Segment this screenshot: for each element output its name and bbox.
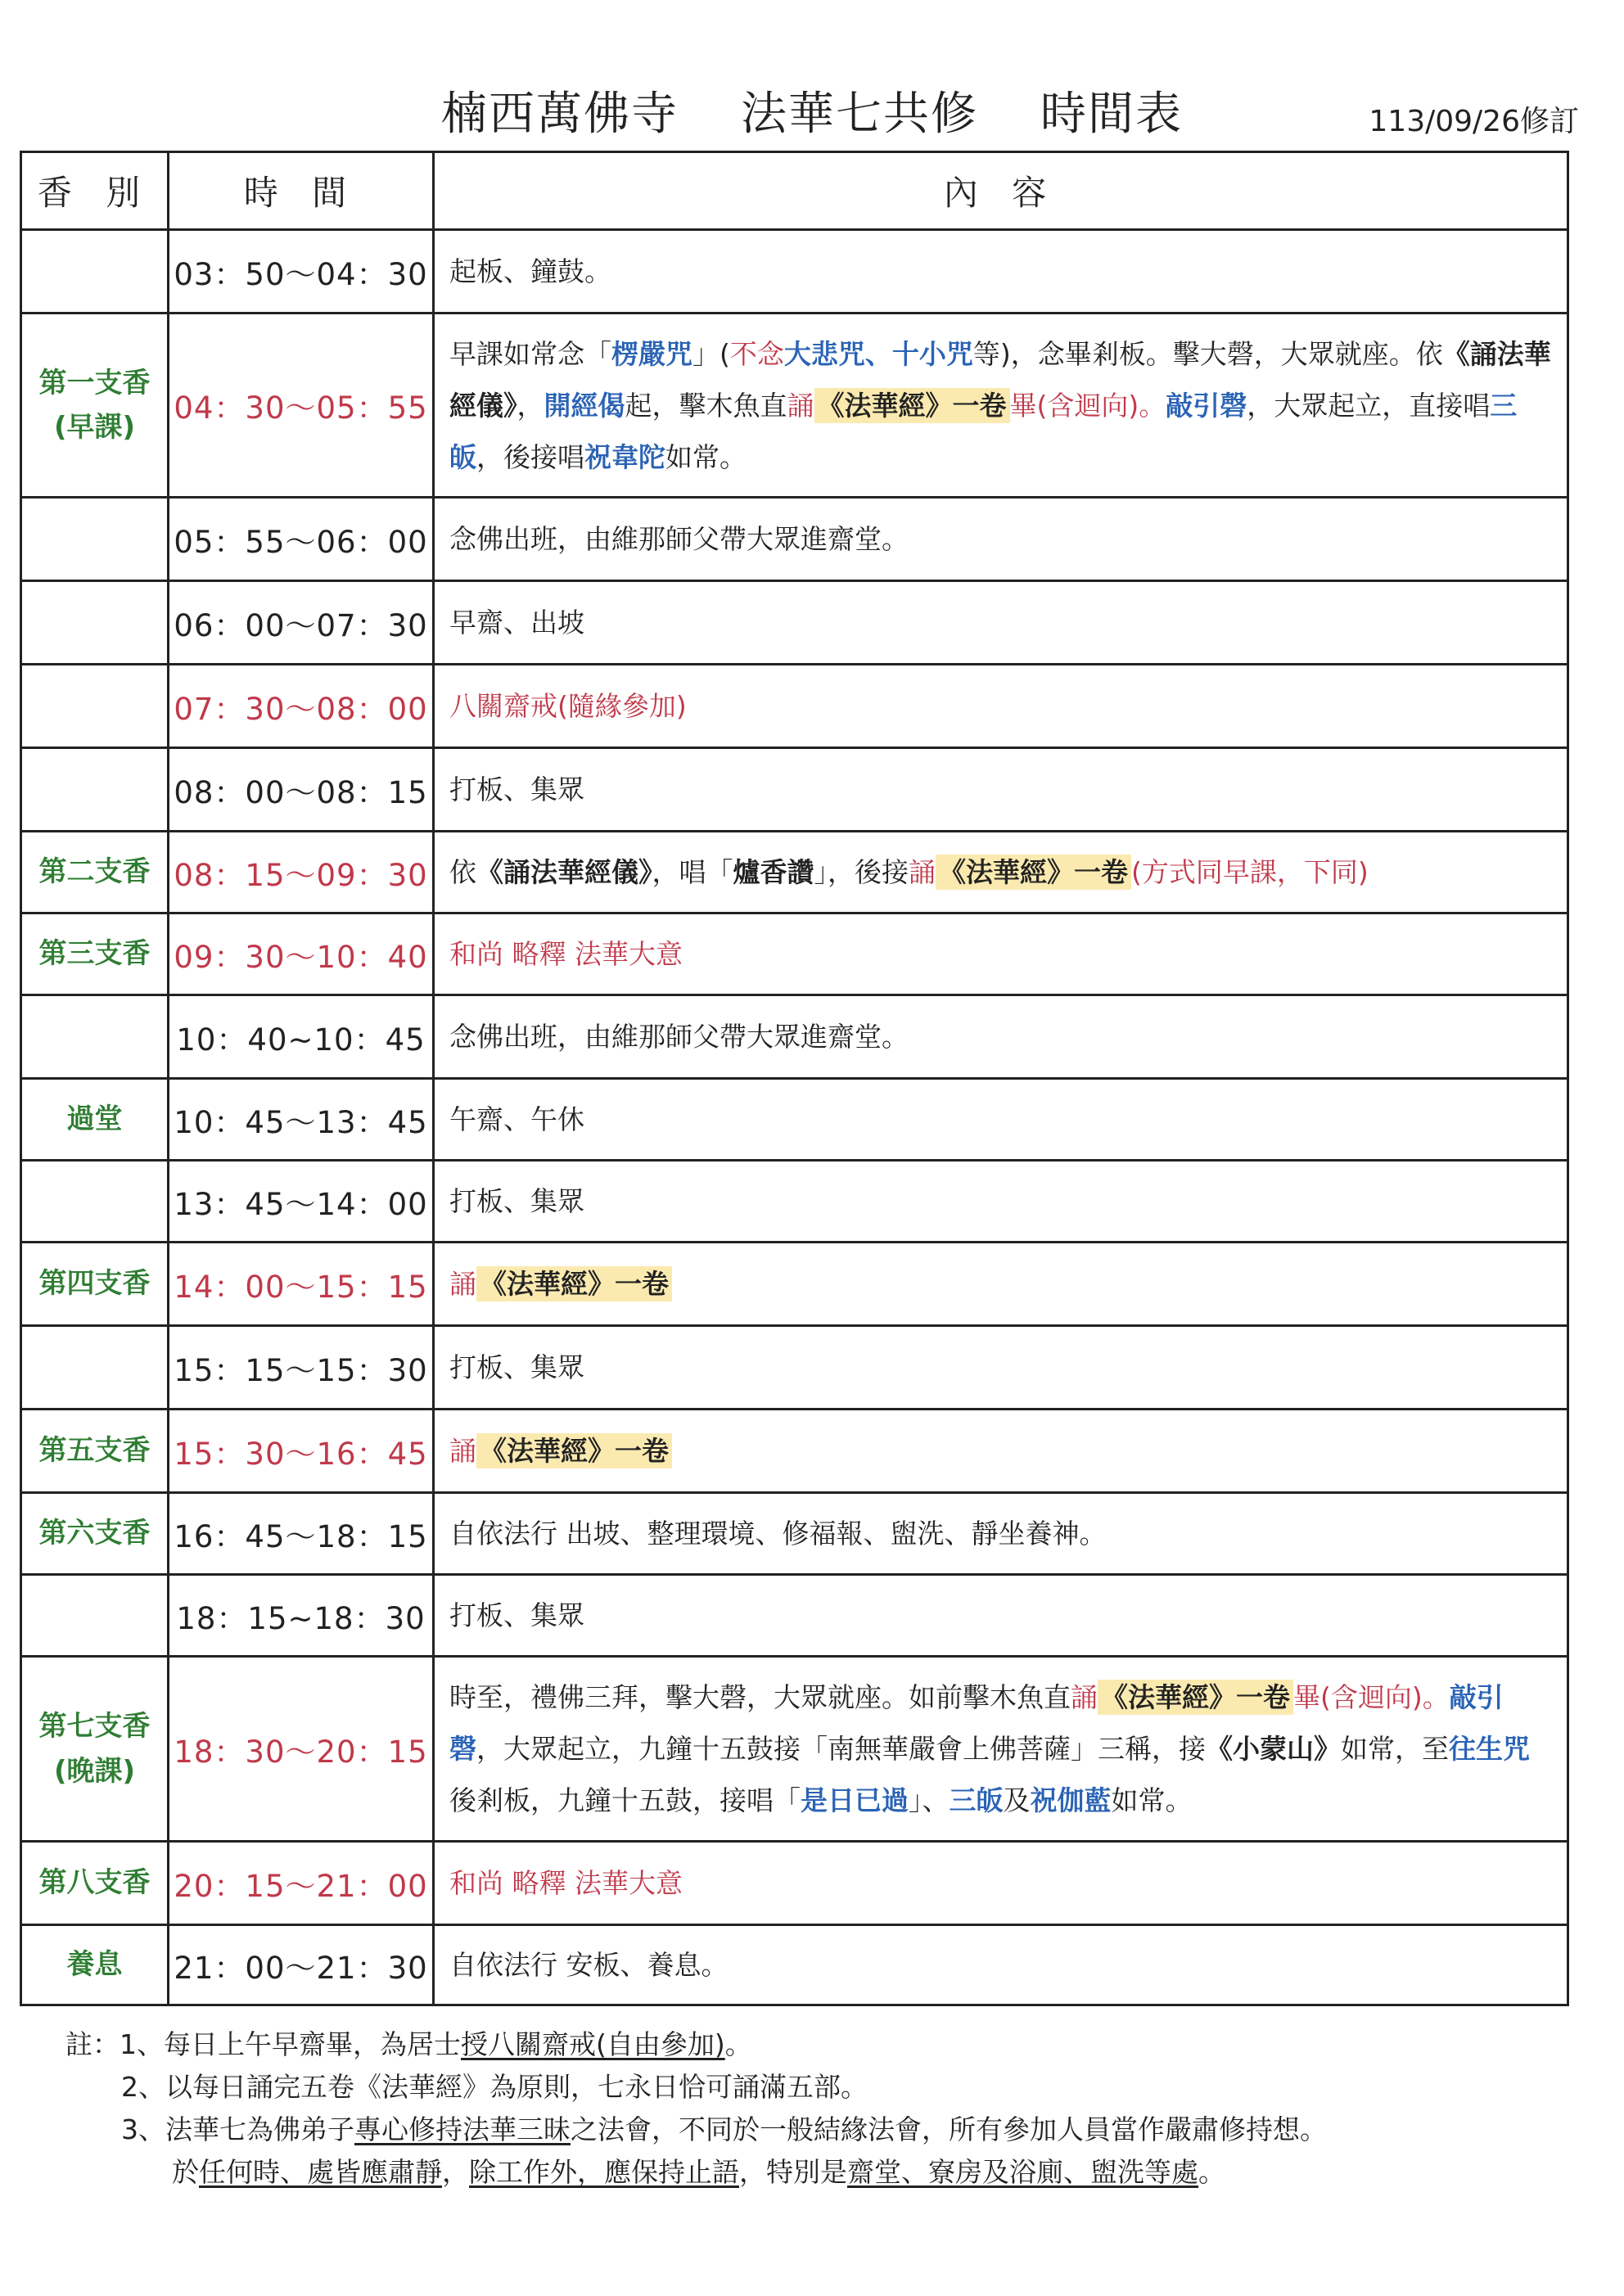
content-cell [434,1410,1568,1493]
note-text: 於 [172,2156,199,2188]
revision-date: 113/09/26修訂 [1369,105,1579,138]
category-cell: 過堂 [21,1079,169,1161]
category-cell [21,1161,169,1243]
table-row [21,748,1568,832]
category-cell [21,1326,169,1410]
note-underlined: 除工作外，應保持止語 [469,2156,739,2188]
text-segment: 畢(含迴向)。 [1293,1681,1450,1713]
time-cell: 15：15～15：30 [169,1326,434,1410]
text-segment: 開經偈 [544,389,625,422]
time-cell: 15：30～16：45 [169,1410,434,1493]
category-cell: 第八支香 [21,1842,169,1925]
text-segment: 畢(含迴向)。 [1009,389,1166,422]
text-segment: ，大眾 [1247,389,1329,422]
category-cell [21,1657,169,1842]
header-time: 時 間 [169,152,434,230]
text-segment: 依 [449,856,476,888]
content-cell: 和尚 略釋 法華大意 [434,913,1568,995]
text-segment: 《小蒙山》 [1206,1733,1341,1765]
event-name: 法華七共修 [741,88,978,141]
text-segment: 誦 [909,856,936,888]
text-segment: 早課如常念「 [449,337,611,370]
text-segment: 」，後接 [814,856,909,888]
category-label: 第一支香 [38,366,151,399]
header-content: 內 容 [434,152,1568,230]
text-segment: 起立，直接唱 [1328,389,1491,422]
content-cell [434,832,1568,913]
category-cell [21,748,169,832]
content-cell: 打板、集眾 [434,1326,1568,1410]
content-cell: 八關齋戒(隨緣參加) [434,665,1568,748]
content-cell: 打板、集眾 [434,1575,1568,1657]
table-row [21,1925,1568,2005]
time-cell: 08：00～08：15 [169,748,434,832]
text-segment: 爐香讚 [733,856,814,888]
content-cell: 念佛出班，由維那師父帶大眾進齋堂。 [434,995,1568,1079]
text-segment: 三皈 [449,389,1518,473]
time-cell: 03：50～04：30 [169,230,434,314]
note-text: 之法會，不同於一般結緣法會，所有參加人員當作嚴肅修持想。 [571,2113,1327,2145]
time-cell: 18：15~18：30 [169,1575,434,1657]
table-row [21,913,1568,995]
text-segment: 不念 [729,337,784,370]
highlight-segment: 《法華經》一卷 [476,1266,672,1301]
note-text: 3、法華七為佛弟子 [121,2113,354,2145]
table-row [21,1493,1568,1575]
table-header-row [21,152,1568,230]
category-cell [21,1575,169,1657]
category-cell: 第四支香 [21,1243,169,1326]
category-cell [21,498,169,581]
content-cell: 打板、集眾 [434,748,1568,832]
header-category: 香 別 [21,152,169,230]
text-segment: 時至，禮佛三拜，擊大磬，大眾就座。如前擊木魚直 [449,1681,1071,1713]
time-cell: 21：00～21：30 [169,1925,434,2005]
text-segment: 如常。 [665,440,747,473]
table-row [21,1326,1568,1410]
table-row [21,995,1568,1079]
category-cell [21,995,169,1079]
text-segment: 誦 [449,1435,476,1467]
category-cell: 第五支香 [21,1410,169,1493]
content-cell: 早齋、出坡 [434,581,1568,665]
text-segment: ， [517,389,544,422]
note-underlined: 齋堂、寮房及浴廁、盥洗等處 [847,2156,1198,2188]
table-row [21,1079,1568,1161]
text-segment: 楞嚴咒 [611,337,692,370]
text-segment: 誦 [449,1268,476,1300]
text-segment: 祝伽藍 [1030,1784,1112,1816]
note-text: 註：1、每日上午早齋畢，為居士 [65,2028,461,2060]
text-segment: 如 [1341,1733,1368,1765]
note-3 [65,2109,1327,2151]
time-cell: 08：15～09：30 [169,832,434,913]
text-segment: 如常。 [1111,1784,1193,1816]
text-segment: 往生咒 [1449,1733,1530,1765]
temple-name: 楠西萬佛寺 [441,88,679,141]
table-row [21,498,1568,581]
content-cell [434,314,1568,498]
table-row [21,1243,1568,1326]
note-text: ，特別是 [739,2156,847,2188]
text-segment: 祝韋陀 [584,440,665,473]
category-sublabel: (早課) [53,411,136,444]
text-segment: ，後接唱 [476,440,584,473]
text-segment: 後剎板，九鐘十五鼓，接唱「 [449,1784,801,1816]
time-cell: 20：15～21：00 [169,1842,434,1925]
content-cell: 和尚 略釋 法華大意 [434,1842,1568,1925]
note-text: ， [442,2156,469,2188]
note-text: 。 [1198,2156,1225,2188]
text-segment: ，大眾起立，九鐘十五鼓接「南無華嚴會上佛菩薩」三稱，接 [476,1733,1206,1765]
category-cell: 第六支香 [21,1493,169,1575]
content-cell [434,1243,1568,1326]
table-row [21,665,1568,748]
text-segment: 《誦法華經儀》 [449,337,1551,422]
category-cell [21,314,169,498]
content-cell: 起板、鐘鼓。 [434,230,1568,314]
highlight-segment: 《法華經》一卷 [1098,1680,1293,1715]
time-cell: 18：30～20：15 [169,1657,434,1842]
note-2: 2、以每日誦完五卷《法華經》為原則，七永日恰可誦滿五部。 [121,2071,868,2103]
note-underlined: 專心修持法華三昧 [354,2113,571,2145]
text-segment: 及 [1003,1784,1031,1816]
highlight-segment: 《法華經》一卷 [936,855,1131,890]
category-cell [21,665,169,748]
category-cell: 養息 [21,1925,169,2005]
content-cell: 午齋、午休 [434,1079,1568,1161]
content-cell: 自依法行 安板、養息。 [434,1925,1568,2005]
content-cell: 自依法行 出坡、整理環境、修福報、盥洗、靜坐養神。 [434,1493,1568,1575]
category-label: 第七支香 [38,1710,151,1743]
note-text: 。 [724,2028,752,2060]
text-segment: 」( [692,337,730,370]
time-cell: 09：30～10：40 [169,913,434,995]
time-cell: 07：30～08：00 [169,665,434,748]
time-cell: 10：40~10：45 [169,995,434,1079]
text-segment: 誦 [1071,1681,1098,1713]
text-segment: 起，擊木魚直 [625,389,787,422]
text-segment: 是日已過 [801,1784,909,1816]
time-cell: 16：45～18：15 [169,1493,434,1575]
text-segment: 誦 [787,389,814,422]
content-cell: 打板、集眾 [434,1161,1568,1243]
table-row [21,1410,1568,1493]
text-segment: ，唱「 [652,856,733,888]
table-row [21,832,1568,913]
table-row [21,1657,1568,1842]
table-row [21,581,1568,665]
text-segment: 敲引磬 [1166,389,1247,422]
category-cell: 第三支香 [21,913,169,995]
note-4 [65,2151,1327,2194]
text-segment: 大悲咒、十小咒 [783,337,973,370]
category-sublabel: (晚課) [53,1754,136,1788]
note-underlined: 任何時、處皆應肅靜 [199,2156,442,2188]
content-cell [434,1657,1568,1842]
highlight-segment: 《法華經》一卷 [814,388,1010,423]
time-cell: 14：00～15：15 [169,1243,434,1326]
text-segment: 」、 [909,1784,950,1816]
table-row [21,314,1568,498]
table-row [21,1575,1568,1657]
text-segment: 等)，念畢剎板。擊大磬，大眾就座。依 [972,337,1443,370]
schedule-table [20,151,1569,2006]
time-cell: 13：45～14：00 [169,1161,434,1243]
table-row [21,230,1568,314]
text-segment: 三皈 [949,1784,1004,1816]
text-segment: 《誦法華經儀》 [476,856,652,888]
content-cell: 念佛出班，由維那師父帶大眾進齋堂。 [434,498,1568,581]
text-segment: (方式同早課，下同) [1131,856,1369,888]
time-cell: 05：55～06：00 [169,498,434,581]
text-segment: 敲引磬 [449,1681,1504,1765]
notes-section [65,2023,1327,2194]
category-cell: 第二支香 [21,832,169,913]
time-cell: 04：30～05：55 [169,314,434,498]
category-cell [21,581,169,665]
time-cell: 10：45～13：45 [169,1079,434,1161]
note-1 [65,2023,1327,2066]
note-underlined: 授八關齋戒(自由參加) [461,2028,725,2060]
highlight-segment: 《法華經》一卷 [476,1433,672,1468]
category-cell [21,230,169,314]
time-cell: 06：00～07：30 [169,581,434,665]
doc-title: 時間表 [1040,88,1183,141]
table-row [21,1161,1568,1243]
table-row [21,1842,1568,1925]
text-segment: 常，至 [1368,1733,1449,1765]
